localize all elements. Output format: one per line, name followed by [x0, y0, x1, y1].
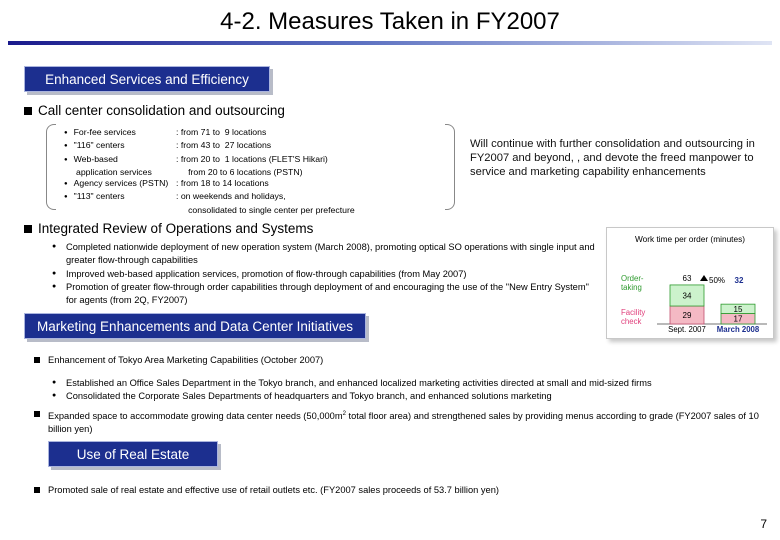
section-header-marketing: Marketing Enhancements and Data Center Initiatives: [24, 313, 366, 339]
heading-call-center-text: Call center consolidation and outsourcing: [38, 103, 285, 118]
work-time-chart: [606, 227, 774, 339]
list-item: [64, 140, 355, 153]
list-item: [52, 390, 766, 403]
list-item-label: ● "116" centers: [64, 140, 176, 153]
bullet-dot-icon: ●: [52, 283, 57, 290]
square-bullet-icon: [24, 107, 32, 115]
square-bullet-icon: [34, 357, 40, 363]
superscript: 2: [342, 411, 346, 417]
list-item: [52, 241, 616, 266]
list-item-label: ● For-fee services: [64, 127, 176, 140]
bullet-text: Established an Office Sales Department in the Tokyo branch, and enhanced localized marketing activities directed at small and mid-sized firms: [66, 378, 652, 388]
list-item: [64, 167, 355, 178]
bullet-text: Completed nationwide deployment of new operation system (March 2008), promoting optical SO operations with single input and greater flow-through capabilities: [66, 242, 595, 265]
list-item: [48, 354, 748, 367]
heading-call-center: [24, 103, 285, 118]
list-item-value: consolidated to single center per prefecture: [176, 204, 355, 215]
list-item-value: : from 71 to 9 locations: [176, 127, 267, 137]
list-item: [52, 377, 766, 390]
list-item: [52, 281, 601, 306]
bullet-dot-icon: ●: [52, 270, 57, 277]
tick-label: Sept. 2007: [668, 325, 706, 334]
bullet-text: Consolidated the Corporate Sales Departments of headquarters and Tokyo branch, and enhanced solutions marketing: [66, 391, 552, 401]
list-item-value: from 20 to 6 locations (PSTN): [176, 166, 303, 177]
list-item-label: ● Agency services (PSTN): [64, 178, 176, 191]
list-item-label: ● "113" centers: [64, 191, 176, 204]
bullet-dot-icon: ●: [52, 379, 57, 386]
list-item: [64, 191, 355, 204]
data-label: 29: [682, 311, 692, 321]
list-item: [64, 205, 355, 216]
list-item: [64, 178, 355, 191]
page-number: 7: [760, 517, 767, 531]
list-item: [64, 127, 355, 140]
heading-integrated-review-text: Integrated Review of Operations and Systems: [38, 221, 314, 236]
heading-integrated-review: [24, 221, 313, 236]
section-header-real-estate: Use of Real Estate: [48, 441, 218, 467]
bullet-text: Improved web-based application services, promotion of flow-through capabilities (from May 2007): [66, 269, 467, 279]
bullet-text: Promotion of greater flow-through order capabilities through deployment of and encouraging the use of the "New Entry System" for agents (from 2Q, FY2007): [66, 282, 589, 305]
list-item: [48, 484, 748, 497]
legend-facility-check: check: [621, 317, 642, 326]
bullet-dot-icon: ●: [52, 243, 57, 250]
list-item: [52, 268, 606, 281]
list-item-value: : from 43 to 27 locations: [176, 140, 272, 151]
list-item: [48, 408, 763, 435]
square-bullet-icon: [34, 411, 40, 417]
call-center-note: Will continue with further consolidation and outsourcing in FY2007 and beyond, , and devote the freed manpower to service and marketing capability enhancements: [470, 138, 755, 178]
total-label: 63: [682, 273, 692, 283]
item-text-post: total floor area) and strengthened sales by providing menus according to grade (FY2007 sales of 10 billion yen): [48, 411, 759, 434]
legend-facility-check: Facility: [621, 308, 646, 317]
chart-title: Work time per order (minutes): [634, 234, 746, 244]
legend-order-taking: Order-: [621, 274, 644, 283]
bullet-dot-icon: ●: [52, 392, 57, 399]
item-text: Enhancement of Tokyo Area Marketing Capabilities (October 2007): [48, 355, 324, 365]
call-center-list: [64, 127, 355, 216]
list-item-label: application services: [76, 166, 152, 177]
list-item-value: : on weekends and holidays,: [176, 191, 286, 202]
list-item-value: : from 18 to 14 locations: [176, 178, 269, 189]
section-header-enhanced: Enhanced Services and Efficiency: [24, 66, 270, 92]
tick-label: March 2008: [716, 325, 760, 334]
total-label: 32: [734, 276, 744, 285]
list-item-value: : from 20 to 1 locations (FLET'S Hikari): [176, 153, 328, 164]
reduction-label: 50%: [709, 276, 726, 285]
data-label: 15: [733, 304, 743, 314]
bracket-left: [46, 124, 56, 210]
triangle-up-icon: [700, 275, 708, 281]
slide-title: 4-2. Measures Taken in FY2007: [220, 8, 560, 35]
square-bullet-icon: [34, 487, 40, 493]
list-item-label: [64, 205, 176, 216]
data-label: 34: [682, 291, 692, 301]
list-item-label: ● Web-based: [64, 154, 176, 167]
data-label: 17: [733, 314, 743, 324]
bracket-right: [445, 124, 455, 210]
square-bullet-icon: [24, 225, 32, 233]
list-item: [64, 154, 355, 167]
item-text: Promoted sale of real estate and effective use of retail outlets etc. (FY2007 sales proceeds of 53.7 billion yen): [48, 485, 499, 495]
item-text-pre: Expanded space to accommodate growing data center needs (50,000m: [48, 411, 343, 422]
chart-plot: [607, 228, 775, 340]
title-divider: [8, 41, 772, 45]
legend-order-taking: taking: [621, 283, 642, 292]
